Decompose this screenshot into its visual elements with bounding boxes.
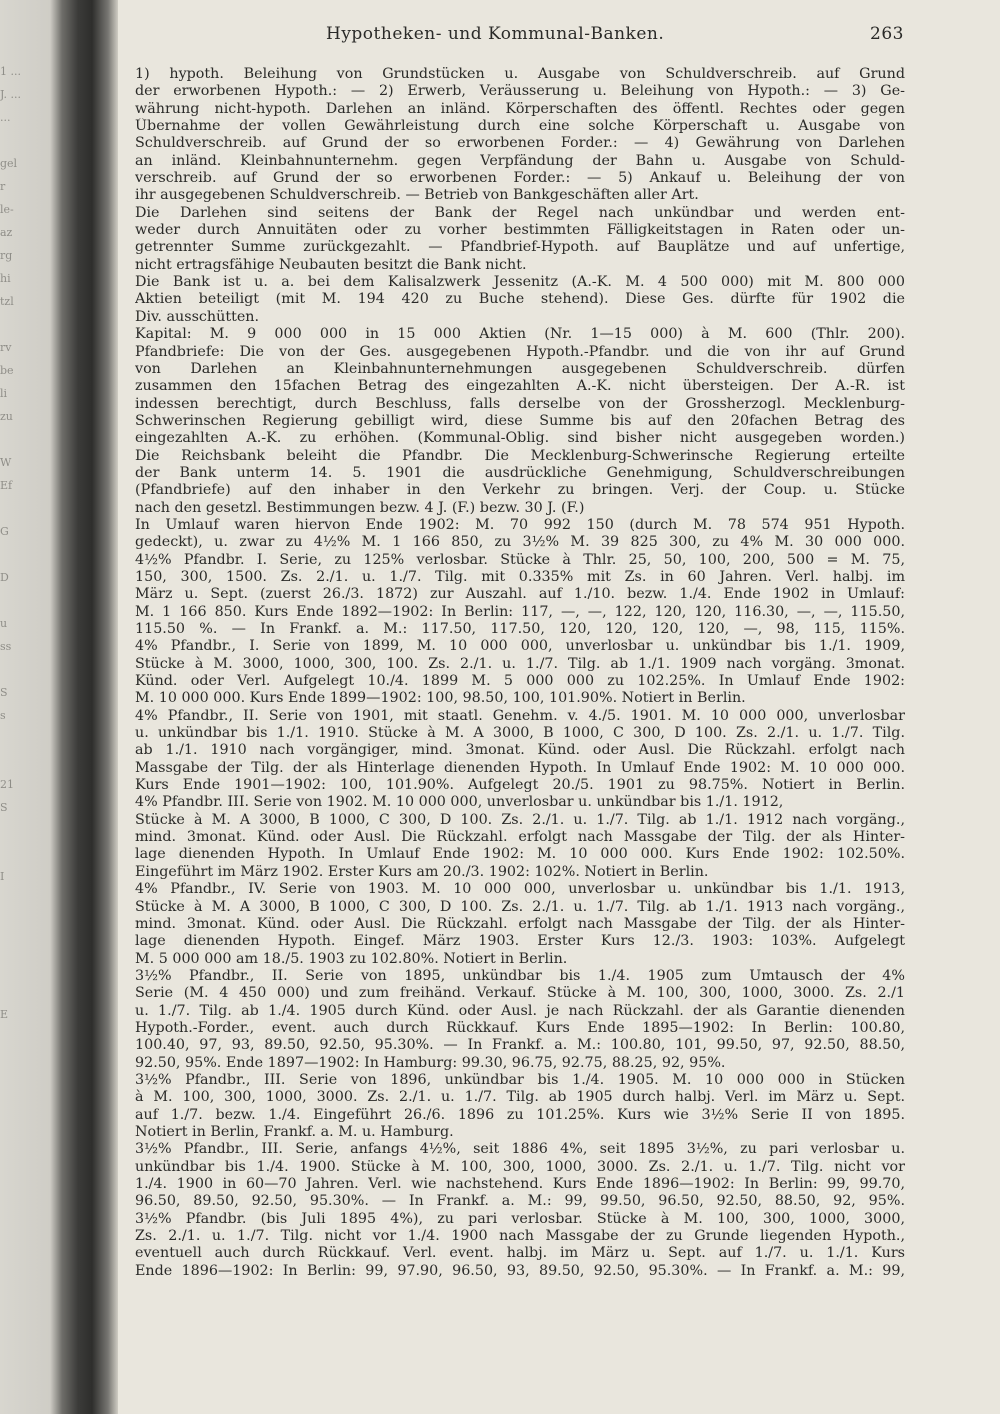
text-line: (Pfandbriefe) auf den inhaber in den Verkehr zu bringen. Verj. der Coup. u. Stücke xyxy=(135,482,905,499)
text-line: getrennter Summe zurückgezahlt. — Pfandbrief-Hypoth. auf Bauplätze und auf unfertige, xyxy=(135,239,905,256)
text-line: 150, 300, 1500. Zs. 2./1. u. 1./7. Tilg. mit 0.335% mit Zs. in 60 Jahren. Verl. halbj. im xyxy=(135,568,905,585)
text-line: Die Darlehen sind seitens der Bank der Regel nach unkündbar und werden ent- xyxy=(135,204,905,221)
text-line: 1) hypoth. Beleihung von Grundstücken u. Ausgabe von Schuldverschreib. auf Grund xyxy=(135,66,905,82)
text-line: indessen berechtigt, durch Beschluss, falls derselbe von der Grossherzogl. Mecklenburg- xyxy=(135,395,905,412)
body-text xyxy=(135,66,905,1280)
text-line: 1./4. 1900 in 60—70 Jahren. Verl. wie nachstehend. Kurs Ende 1896—1902: In Berlin: 99, 99.70, xyxy=(135,1176,905,1192)
text-line: gedeckt), u. zwar zu 4½% M. 1 166 850, zu 3½% M. 39 825 300, zu 4% M. 30 000 000. xyxy=(135,534,905,551)
text-line: 115.50 %. — In Frankf. a. M.: 117.50, 117.50, 120, 120, 120, 120, —, 98, 115, 115%. xyxy=(135,621,905,637)
text-line: an inländ. Kleinbahnunternehm. gegen Verpfändung der Bahn u. Ausgabe von Schuld- xyxy=(135,152,905,169)
text-line: der Bank unterm 14. 5. 1901 die ausdrückliche Genehmigung, Schuldverschreibungen xyxy=(135,464,905,481)
text-line: Eingeführt im März 1902. Erster Kurs am 20./3. 1902: 102%. Notiert in Berlin. xyxy=(135,863,709,880)
text-line: 92.50, 95%. Ende 1897—1902: In Hamburg: 99.30, 96.75, 92.75, 88.25, 92, 95%. xyxy=(135,1054,726,1071)
text-line: zusammen den 15fachen Betrag des eingezahlten A.-K. nicht übersteigen. Der A.-R. ist xyxy=(135,378,905,395)
text-line: nach den gesetzl. Bestimmungen bezw. 4 J. (F.) bezw. 30 J. (F.) xyxy=(135,499,585,516)
text-line: 96.50, 89.50, 92.50, 95.30%. — In Frankf. a. M.: 99, 99.50, 96.50, 92.50, 88.50, 92, 95%. xyxy=(135,1193,905,1210)
page-number: 263 xyxy=(870,24,904,44)
text-line: 4% Pfandbr., IV. Serie von 1903. M. 10 000 000, unverlosbar u. unkündbar bis 1./1. 1913, xyxy=(135,881,905,898)
text-line: Stücke à M. A 3000, B 1000, C 300, D 100. Zs. 2./1. u. 1./7. Tilg. ab 1./1. 1912 nach vorgäng., xyxy=(135,811,905,828)
text-line: 100.40, 97, 93, 89.50, 92.50, 95.30%. — In Frankf. a. M.: 100.80, 101, 99.50, 97, 92.50, 88.50, xyxy=(135,1037,905,1054)
text-line: Zs. 2./1. u. 1./7. Tilg. nicht vor 1./4. 1900 nach Massgabe der zu Grunde liegenden Hypoth., xyxy=(135,1228,905,1245)
text-line: Div. ausschütten. xyxy=(135,308,260,325)
text-line: mind. 3monat. Künd. oder Ausl. Die Rückzahl. erfolgt nach Massgabe der Tilg. der als Hinter- xyxy=(135,915,905,932)
text-line: weder durch Annuitäten oder zu vorher bestimmten Fälligkeitstagen in Raten oder un- xyxy=(135,222,905,239)
text-line: auf 1./7. bezw. 1./4. Eingeführt 26./6. 1896 zu 101.25%. Kurs wie 3½% Serie II von 1895. xyxy=(135,1106,905,1123)
text-line: Aktien beteiligt (mit M. 194 420 zu Buche stehend). Diese Ges. dürfte für 1902 die xyxy=(135,291,905,308)
text-line: Schwerinschen Regierung gebilligt wird, diese Summe bis auf den 20fachen Betrag des xyxy=(135,412,905,429)
text-line: Künd. oder Verl. Aufgelegt 10./4. 1899 M. 5 000 000 zu 102.25%. In Umlauf Ende 1902: xyxy=(135,673,905,690)
text-line: Stücke à M. A 3000, B 1000, C 300, D 100. Zs. 2./1. u. 1./7. Tilg. ab 1./1. 1913 nach vorgäng., xyxy=(135,898,905,915)
text-line: Pfandbriefe: Die von der Ges. ausgegebenen Hypoth.-Pfandbr. und die von ihr auf Grund xyxy=(135,343,905,360)
text-line: Massgabe der Tilg. der als Hinterlage dienenden Hypoth. In Umlauf Ende 1902: M. 10 000 000. xyxy=(135,759,905,776)
text-line: Kapital: M. 9 000 000 in 15 000 Aktien (Nr. 1—15 000) à M. 600 (Thlr. 200). xyxy=(135,326,905,343)
text-line: u. 1./7. Tilg. ab 1./4. 1905 durch Künd. oder Ausl. je nach Rückzahl. der als Garantie dienenden xyxy=(135,1002,905,1019)
text-line: 4½% Pfandbr. I. Serie, zu 125% verlosbar. Stücke à Thlr. 25, 50, 100, 200, 500 = M. 75, xyxy=(135,551,905,568)
text-line: Übernahme der vollen Gewährleistung durch eine solche Körperschaft u. Ausgabe von xyxy=(135,118,905,135)
text-line: lage dienenden Hypoth. Eingef. März 1903. Erster Kurs 12./3. 1903: 103%. Aufgelegt xyxy=(135,933,905,950)
text-line: eingezahlten A.-K. zu erhöhen. (Kommunal-Oblig. sind bisher nicht ausgegeben worden.) xyxy=(135,430,905,447)
text-line: Die Reichsbank beleiht die Pfandbr. Die Mecklenburg-Schwerinsche Regierung erteilte xyxy=(135,447,905,464)
text-line: lage dienenden Hypoth. In Umlauf Ende 1902: M. 10 000 000. Kurs Ende 1902: 102.50%. xyxy=(135,846,905,863)
text-line: eventuell auch durch Rückkauf. Verl. event. halbj. im März u. Sept. auf 1./7. u. 1./1. Kurs xyxy=(135,1245,905,1262)
text-line: In Umlauf waren hiervon Ende 1902: M. 70 992 150 (durch M. 78 574 951 Hypoth. xyxy=(135,516,905,533)
text-line: ihr ausgegebenen Schuldverschreib. — Betrieb von Bankgeschäften aller Art. xyxy=(135,187,699,204)
text-line: Notiert in Berlin, Frankf. a. M. u. Hamburg. xyxy=(135,1123,454,1140)
text-line: 3½% Pfandbr., III. Serie, anfangs 4½%, seit 1886 4%, seit 1895 3½%, zu pari verlosbar u. xyxy=(135,1141,905,1158)
text-line: 3½% Pfandbr., II. Serie von 1895, unkündbar bis 1./4. 1905 zum Umtausch der 4% xyxy=(135,967,905,984)
text-line: 4% Pfandbr., II. Serie von 1901, mit staatl. Genehm. v. 4./5. 1901. M. 10 000 000, unverlosbar xyxy=(135,707,905,724)
margin-fragments: 1 ... J. ... ... gel r le- az rg hi tzl rv be li zu W Ef G D u ss S s 21 S I E xyxy=(0,65,22,1021)
text-line: von Darlehen an Kleinbahnunternehmungen ausgegebenen Schuldverschreib. dürfen xyxy=(135,360,905,377)
text-line: u. unkündbar bis 1./1. 1910. Stücke à M. A 3000, B 1000, C 300, D 100. Zs. 2./1. u. 1./7. Tilg. xyxy=(135,725,905,742)
text-line: verschreib. auf Grund der so erworbenen Forder.: — 5) Ankauf u. Beleihung der von xyxy=(135,170,905,187)
text-line: à M. 100, 300, 1000, 3000. Zs. 2./1. u. 1./7. Tilg. ab 1905 durch halbj. Verl. im März u. Sept. xyxy=(135,1089,905,1106)
text-line: nicht ertragsfähige Neubauten besitzt die Bank nicht. xyxy=(135,256,527,273)
text-line: der erworbenen Hypoth.: — 2) Erwerb, Veräusserung u. Beleihung von Hypoth.: — 3) Ge- xyxy=(135,83,905,100)
text-line: M. 5 000 000 am 18./5. 1903 zu 102.80%. Notiert in Berlin. xyxy=(135,950,568,967)
text-line: 3½% Pfandbr., III. Serie von 1896, unkündbar bis 1./4. 1905. M. 10 000 000 in Stücken xyxy=(135,1071,905,1088)
text-line: währung nicht-hypoth. Darlehen an inländ. Körperschaften des öffentl. Rechtes oder gegen xyxy=(135,100,905,117)
text-line: Schuldverschreib. auf Grund der so erworbenen Forder.: — 4) Gewährung von Darlehen xyxy=(135,135,905,152)
text-line: M. 1 166 850. Kurs Ende 1892—1902: In Berlin: 117, —, —, 122, 120, 120, 116.30, —, —, 115.50, xyxy=(135,603,905,620)
text-line: Serie (M. 4 450 000) und zum freihänd. Verkauf. Stücke à M. 100, 300, 1000, 3000. Zs. 2./1 xyxy=(135,985,905,1002)
text-line: unkündbar bis 1./4. 1900. Stücke à M. 100, 300, 1000, 3000. Zs. 2./1. u. 1./7. Tilg. nicht vor xyxy=(135,1158,905,1175)
text-line: Stücke à M. 3000, 1000, 300, 100. Zs. 2./1. u. 1./7. Tilg. ab 1./1. 1909 nach vorgäng. 3monat. xyxy=(135,655,905,672)
text-line: Ende 1896—1902: In Berlin: 99, 97.90, 96.50, 93, 89.50, 92.50, 95.30%. — In Frankf. a. M.: 99, xyxy=(135,1262,905,1279)
text-line: 4% Pfandbr. III. Serie von 1902. M. 10 000 000, unverlosbar u. unkündbar bis 1./1. 1912, xyxy=(135,794,784,811)
text-line: Kurs Ende 1901—1902: 100, 101.90%. Aufgelegt 20./5. 1901 zu 98.75%. Notiert in Berlin. xyxy=(135,777,905,794)
text-line: Hypoth.-Forder., event. auch durch Rückkauf. Kurs Ende 1895—1902: In Berlin: 100.80, xyxy=(135,1019,905,1036)
text-line: 4% Pfandbr., I. Serie von 1899, M. 10 000 000, unverlosbar u. unkündbar bis 1./1. 1909, xyxy=(135,638,905,655)
page-title: Hypotheken- und Kommunal-Banken. xyxy=(326,24,665,44)
text-line: März u. Sept. (zuerst 26./3. 1872) zur Auszahl. auf 1./10. bezw. 1./4. Ende 1902 in Umlauf: xyxy=(135,586,905,603)
text-line: M. 10 000 000. Kurs Ende 1899—1902: 100, 98.50, 100, 101.90%. Notiert in Berlin. xyxy=(135,690,746,707)
text-line: mind. 3monat. Künd. oder Ausl. Die Rückzahl. erfolgt nach Massgabe der Tilg. der als Hinter- xyxy=(135,829,905,846)
text-line: 3½% Pfandbr. (bis Juli 1895 4%), zu pari verlosbar. Stücke à M. 100, 300, 1000, 3000, xyxy=(135,1210,905,1227)
text-line: ab 1./1. 1910 nach vorgängiger, mind. 3monat. Künd. oder Ausl. Die Rückzahl. erfolgt nach xyxy=(135,742,905,759)
text-line: Die Bank ist u. a. bei dem Kalisalzwerk Jessenitz (A.-K. M. 4 500 000) mit M. 800 000 xyxy=(135,274,905,291)
